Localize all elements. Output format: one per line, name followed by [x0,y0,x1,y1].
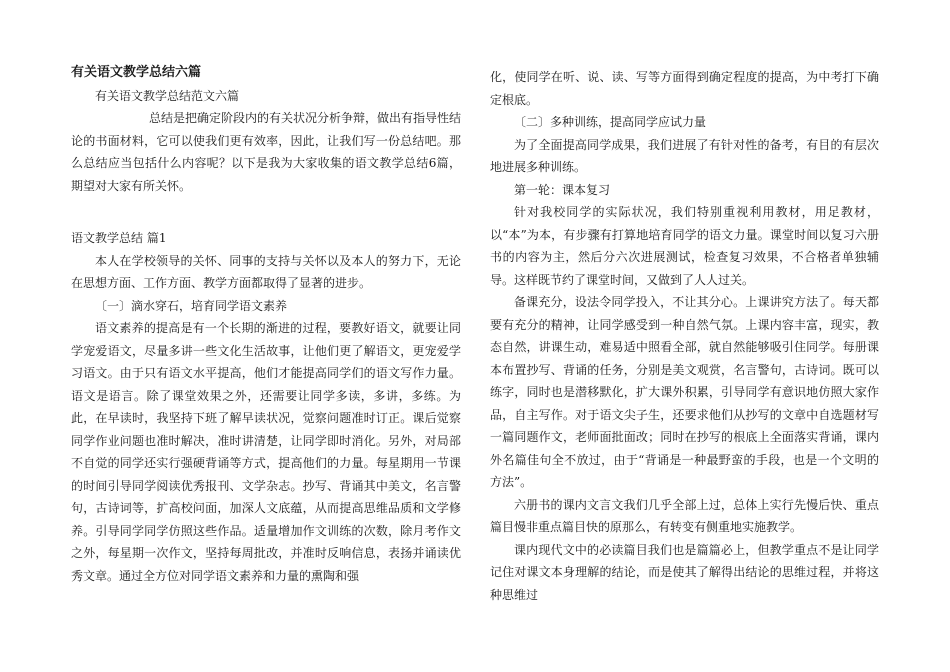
body-paragraph: 六册书的课内文言文我们几乎全部上过，总体上实行先慢后快、重点篇目慢非重点篇目快的原那么，有转变有侧重地实施教学。 [490,497,879,534]
document-subtitle: 有关语文教学总结范文六篇 [95,88,240,103]
round-heading: 第一轮：课本复习 [514,182,611,197]
subsection-heading: 〔二〕多种训练，提高同学应试力量 [514,115,707,129]
body-paragraph: 语文素养的提高是有一个长期的渐进的过程，要教好语文，就要让同学宠爱语文，尽量多讲一些文化生活故事，让他们更了解语文，更宠爱学习语文。由于只有语文水平提高，他们才能提高同学们的语文写作力量。语文是语言。除了课堂效果之外，还需要让同学多读，多讲，多练。为此，在早读时，我坚持下班了解早读状况，觉察问题准时订正。课后觉察同学作业问题也准时解决，准时讲清楚，让同学即时消化。另外，对局部不自觉的同学还实行强硬背诵等方式，提高他们的力量。每星期用一节课的时间引导同学阅读优秀报刊、文学杂志。抄写、背诵其中美文，名言警句，古诗词等，扩高校问面，加深人文底蕴，从而提高思维品质和文学修养。引导同学同学仿照这些作品。适量增加作文训练的次数，除月考作文之外，每星期一次作文，坚持每周批改，并准时反响信息，表扬并诵读优秀文章。通过全方位对同学语文素养和力量的熏陶和强 [71,321,461,583]
body-paragraph: 为了全面提高同学成果，我们进展了有针对性的备考，有目的有层次地进展多种训练。 [490,137,879,174]
subsection-heading: 〔一〕滴水穿石，培育同学语文素养 [95,298,288,313]
right-column [490,66,879,606]
body-paragraph: 针对我校同学的实际状况，我们特别重视利用教材，用足教材，以“本”为本，有步骤有打算地培育同学的语文力量。课堂时间以复习六册书的内容为主，然后分六次进展测试，检查复习效果，不合格者单独辅导。这样既节约了课堂时间，又做到了人人过关。 [490,205,879,287]
body-paragraph: 化，使同学在听、说、读、写等方面得到确定程度的提高，为中考打下确定根底。 [490,70,879,107]
body-paragraph: 本人在学校领导的关怀、同事的支持与关怀以及本人的努力下，无论在思想方面、工作方面、教学方面都取得了显著的进步。 [71,253,461,290]
intro-paragraph: 总结是把确定阶段内的有关状况分析争辩，做出有指导性结论的书面材料，它可以使我们更有效率，因此，让我们写一份总结吧。那么总结应当包括什么内容呢？以下是我为大家收集的语文教学总结6篇，期望对大家有所关怀。 [71,111,462,193]
section-heading: 语文教学总结 篇1 [71,231,167,245]
spacer [71,197,461,227]
left-column [71,62,461,587]
body-paragraph: 备课充分，设法令同学投入，不让其分心。上课讲究方法了。每天都要有充分的精神，让同学感受到一种自然气氛。上课内容丰富，现实，教态自然，讲课生动，难易适中照看全部，就自然能够吸引住同学。每册课本布置抄写、背诵的任务，分别是美文观赏，名言警句，古诗词。既可以练字，同时也是潜移默化，扩大课外积累，引导同学有意识地仿照大家作品，自主写作。对于语文尖子生，还要求他们从抄写的文章中自选题材写一篇同题作文，老师面批面改；同时在抄写的根底上全面落实背诵，课内外名篇佳句全不放过，由于“背诵是一种最野蛮的手段，也是一个文明的方法”。 [490,295,879,489]
body-paragraph: 课内现代文中的必读篇目我们也是篇篇必上，但教学重点不是让同学记住对课文本身理解的结论，而是使其了解得出结论的思维过程，并将这种思维过 [490,542,879,602]
document-title: 有关语文教学总结六篇 [71,65,202,80]
